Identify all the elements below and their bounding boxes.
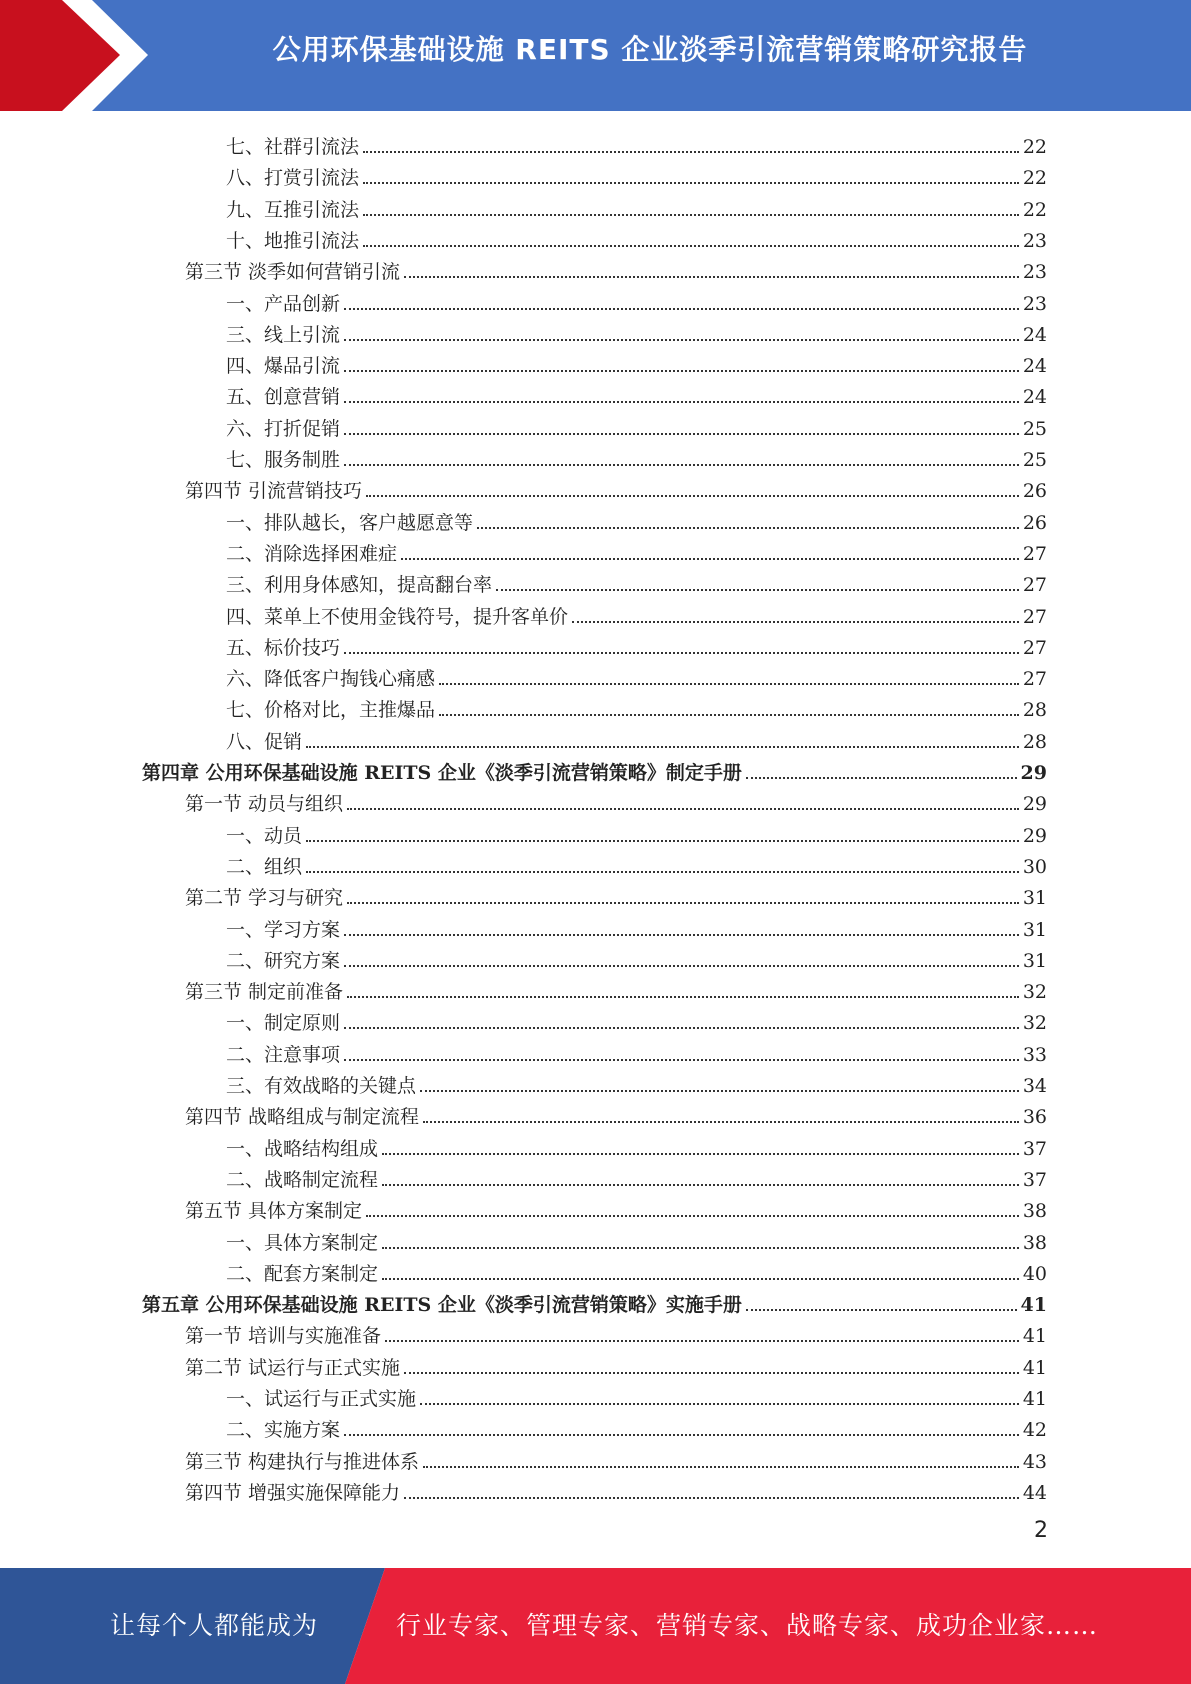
toc-entry-label: 三、利用身体感知，提高翻台率 xyxy=(226,574,493,597)
toc-dot-leader xyxy=(344,369,1019,372)
toc-entry-label: 第一节 动员与组织 xyxy=(185,793,344,816)
toc-entry-page: 41 xyxy=(1020,1294,1047,1317)
toc-dot-leader xyxy=(404,275,1019,278)
toc-entry-label: 第四章 公用环保基础设施 REITS 企业《淡季引流营销策略》制定手册 xyxy=(142,762,742,784)
toc-entry[interactable] xyxy=(226,410,1047,441)
toc-entry-page: 27 xyxy=(1022,574,1047,597)
toc-entry-page: 31 xyxy=(1022,887,1047,910)
toc-dot-leader xyxy=(306,870,1019,873)
toc-entry[interactable] xyxy=(185,1317,1047,1348)
toc-entry-label: 十、地推引流法 xyxy=(226,229,360,252)
toc-entry[interactable] xyxy=(226,504,1047,535)
toc-entry-label: 第三节 构建执行与推进体系 xyxy=(185,1450,420,1473)
toc-entry[interactable] xyxy=(226,566,1047,597)
toc-entry[interactable] xyxy=(226,691,1047,722)
toc-entry-label: 三、有效战略的关键点 xyxy=(226,1075,417,1097)
toc-entry[interactable] xyxy=(226,942,1047,973)
toc-entry-label: 一、排队越长，客户越愿意等 xyxy=(226,511,474,534)
toc-entry-label: 八、促销 xyxy=(226,730,303,753)
toc-dot-leader xyxy=(344,1026,1019,1029)
toc-entry-label: 六、打折促销 xyxy=(226,417,341,440)
toc-entry-page: 24 xyxy=(1022,323,1047,346)
header-arrow-decoration xyxy=(0,0,170,111)
toc-entry[interactable] xyxy=(226,848,1047,879)
toc-dot-leader xyxy=(401,557,1019,560)
toc-entry-page: 26 xyxy=(1022,480,1047,503)
toc-entry[interactable] xyxy=(226,723,1047,754)
toc-entry-page: 23 xyxy=(1022,261,1047,284)
toc-dot-leader xyxy=(344,1433,1019,1436)
toc-entry-label: 八、打赏引流法 xyxy=(226,167,360,190)
toc-entry[interactable] xyxy=(226,1067,1047,1098)
toc-entry-page: 41 xyxy=(1022,1388,1047,1410)
toc-entry[interactable] xyxy=(226,347,1047,378)
toc-entry-page: 34 xyxy=(1022,1075,1047,1097)
toc-entry[interactable] xyxy=(226,535,1047,566)
toc-dot-leader xyxy=(382,1246,1019,1249)
toc-entry-label: 七、社群引流法 xyxy=(226,136,360,158)
toc-dot-leader xyxy=(344,307,1019,310)
toc-entry-label: 一、战略结构组成 xyxy=(226,1137,379,1160)
toc-entry[interactable] xyxy=(185,879,1047,910)
toc-dot-leader xyxy=(344,400,1019,403)
toc-dot-leader xyxy=(347,807,1019,810)
toc-entry-label: 九、互推引流法 xyxy=(226,198,360,221)
toc-dot-leader xyxy=(477,526,1019,529)
toc-entry-page: 33 xyxy=(1022,1043,1047,1066)
toc-entry[interactable] xyxy=(185,472,1047,503)
toc-entry-page: 23 xyxy=(1022,229,1047,252)
toc-dot-leader xyxy=(344,338,1019,341)
toc-dot-leader xyxy=(746,776,1017,779)
toc-entry[interactable] xyxy=(185,1192,1047,1223)
toc-entry-page: 23 xyxy=(1022,292,1047,315)
toc-entry-page: 22 xyxy=(1022,198,1047,221)
toc-entry-page: 28 xyxy=(1022,699,1047,722)
toc-entry[interactable] xyxy=(226,1036,1047,1067)
toc-entry[interactable] xyxy=(226,1161,1047,1192)
toc-entry[interactable] xyxy=(226,441,1047,472)
toc-entry-page: 27 xyxy=(1022,668,1047,691)
toc-entry-page: 27 xyxy=(1022,636,1047,659)
toc-entry[interactable] xyxy=(185,785,1047,816)
toc-entry[interactable] xyxy=(226,629,1047,660)
toc-entry[interactable] xyxy=(142,754,1047,785)
toc-dot-leader xyxy=(344,463,1019,466)
toc-dot-leader xyxy=(746,1308,1017,1311)
toc-dot-leader xyxy=(423,1465,1019,1468)
toc-entry-page: 41 xyxy=(1022,1325,1047,1348)
toc-entry-label: 六、降低客户掏钱心痛感 xyxy=(226,668,436,691)
toc-dot-leader xyxy=(366,494,1019,497)
toc-entry-label: 二、消除选择困难症 xyxy=(226,542,398,565)
toc-entry-page: 37 xyxy=(1022,1137,1047,1160)
toc-entry[interactable] xyxy=(226,316,1047,347)
toc-entry[interactable] xyxy=(226,378,1047,409)
toc-entry[interactable] xyxy=(226,817,1047,848)
header-banner xyxy=(0,0,1191,111)
toc-entry[interactable] xyxy=(185,1098,1047,1129)
toc-entry-label: 二、研究方案 xyxy=(226,949,341,972)
toc-entry-label: 二、注意事项 xyxy=(226,1043,341,1066)
toc-dot-leader xyxy=(423,1120,1019,1123)
toc-entry-label: 第四节 增强实施保障能力 xyxy=(185,1481,401,1504)
toc-entry[interactable] xyxy=(226,911,1047,942)
toc-dot-leader xyxy=(496,588,1019,591)
toc-dot-leader xyxy=(382,1183,1019,1186)
toc-dot-leader xyxy=(306,839,1019,842)
toc-dot-leader xyxy=(420,1402,1019,1405)
toc-dot-leader xyxy=(347,901,1019,904)
toc-entry-label: 一、动员 xyxy=(226,824,303,847)
toc-dot-leader xyxy=(385,1339,1019,1342)
toc-entry-page: 30 xyxy=(1022,855,1047,878)
toc-entry-page: 27 xyxy=(1022,542,1047,565)
toc-dot-leader xyxy=(363,181,1019,184)
toc-dot-leader xyxy=(306,745,1019,748)
toc-entry[interactable] xyxy=(226,191,1047,222)
toc-entry[interactable] xyxy=(185,1443,1047,1474)
toc-entry-label: 第四节 引流营销技巧 xyxy=(185,480,363,503)
toc-entry-page: 27 xyxy=(1022,605,1047,628)
toc-entry-page: 24 xyxy=(1022,355,1047,378)
toc-entry-label: 一、产品创新 xyxy=(226,292,341,315)
toc-entry-page: 42 xyxy=(1022,1419,1047,1442)
report-title: 公用环保基础设施 REITS 企业淡季引流营销策略研究报告 xyxy=(272,33,1028,66)
toc-entry-label: 一、试运行与正式实施 xyxy=(226,1388,417,1410)
toc-entry-label: 五、标价技巧 xyxy=(226,636,341,659)
toc-entry[interactable] xyxy=(226,222,1047,253)
toc-entry-page: 22 xyxy=(1022,136,1047,158)
toc-entry-page: 40 xyxy=(1022,1262,1047,1285)
toc-entry-page: 44 xyxy=(1022,1481,1047,1504)
toc-dot-leader xyxy=(404,1496,1019,1499)
toc-entry-label: 一、制定原则 xyxy=(226,1012,341,1035)
toc-dot-leader xyxy=(420,1089,1019,1092)
toc-entry-label: 一、学习方案 xyxy=(226,918,341,941)
toc-entry[interactable] xyxy=(226,1130,1047,1161)
toc-entry[interactable] xyxy=(226,1380,1047,1411)
toc-dot-leader xyxy=(439,713,1019,716)
toc-entry-page: 41 xyxy=(1022,1356,1047,1379)
toc-entry[interactable] xyxy=(185,253,1047,284)
toc-dot-leader xyxy=(439,682,1019,685)
toc-entry-page: 26 xyxy=(1022,511,1047,534)
toc-entry[interactable] xyxy=(226,660,1047,691)
toc-entry[interactable] xyxy=(226,128,1047,159)
toc-entry-label: 第二节 试运行与正式实施 xyxy=(185,1356,401,1379)
toc-entry-label: 四、菜单上不使用金钱符号，提升客单价 xyxy=(226,605,569,628)
toc-entry-label: 五、创意营销 xyxy=(226,386,341,409)
toc-entry[interactable] xyxy=(226,1004,1047,1035)
toc-entry[interactable] xyxy=(226,598,1047,629)
page-number: 2 xyxy=(1034,1518,1048,1543)
toc-entry-label: 第三节 制定前准备 xyxy=(185,981,344,1004)
toc-entry-label: 二、战略制定流程 xyxy=(226,1168,379,1191)
toc-entry[interactable] xyxy=(185,1349,1047,1380)
toc-entry-label: 二、组织 xyxy=(226,855,303,878)
toc-entry-page: 37 xyxy=(1022,1168,1047,1191)
toc-entry-page: 38 xyxy=(1022,1200,1047,1223)
toc-entry-page: 25 xyxy=(1022,449,1047,471)
toc-dot-leader xyxy=(344,964,1019,967)
toc-entry-label: 第四节 战略组成与制定流程 xyxy=(185,1106,420,1129)
toc-entry-label: 第一节 培训与实施准备 xyxy=(185,1325,382,1348)
toc-entry-page: 29 xyxy=(1022,824,1047,847)
toc-entry-page: 31 xyxy=(1022,918,1047,941)
toc-entry-page: 43 xyxy=(1022,1450,1047,1473)
toc-entry-page: 29 xyxy=(1022,793,1047,816)
toc-dot-leader xyxy=(344,1058,1019,1061)
toc-entry-label: 三、线上引流 xyxy=(226,323,341,346)
toc-entry[interactable] xyxy=(185,973,1047,1004)
footer-slogan-right: 行业专家、管理专家、营销专家、战略专家、成功企业家…… xyxy=(396,1611,1099,1640)
toc-entry-label: 二、配套方案制定 xyxy=(226,1262,379,1285)
toc-entry-page: 36 xyxy=(1022,1106,1047,1129)
footer-slogan-left: 让每个人都能成为 xyxy=(110,1611,319,1640)
toc-entry-page: 25 xyxy=(1022,417,1047,440)
toc-dot-leader xyxy=(382,1277,1019,1280)
toc-dot-leader xyxy=(572,620,1019,623)
toc-entry-label: 一、具体方案制定 xyxy=(226,1231,379,1254)
toc-entry[interactable] xyxy=(226,1411,1047,1442)
toc-entry-label: 七、服务制胜 xyxy=(226,449,341,471)
toc-entry[interactable] xyxy=(226,1255,1047,1286)
toc-entry[interactable] xyxy=(226,285,1047,316)
toc-entry-page: 32 xyxy=(1022,1012,1047,1035)
toc-entry-label: 第二节 学习与研究 xyxy=(185,887,344,910)
toc-entry-page: 31 xyxy=(1022,949,1047,972)
toc-entry-page: 22 xyxy=(1022,167,1047,190)
toc-entry[interactable] xyxy=(226,159,1047,190)
toc-entry-label: 第五节 具体方案制定 xyxy=(185,1200,363,1223)
toc-entry-page: 38 xyxy=(1022,1231,1047,1254)
toc-dot-leader xyxy=(344,933,1019,936)
toc-dot-leader xyxy=(347,995,1019,998)
toc-entry-label: 二、实施方案 xyxy=(226,1419,341,1442)
toc-dot-leader xyxy=(363,150,1019,153)
toc-dot-leader xyxy=(363,213,1019,216)
toc-entry-page: 32 xyxy=(1022,981,1047,1004)
toc-dot-leader xyxy=(366,1214,1019,1217)
toc-entry-page: 29 xyxy=(1020,762,1047,784)
toc-dot-leader xyxy=(404,1371,1019,1374)
toc-entry[interactable] xyxy=(142,1286,1047,1317)
toc-entry-page: 28 xyxy=(1022,730,1047,753)
toc-entry-label: 四、爆品引流 xyxy=(226,355,341,378)
toc-dot-leader xyxy=(344,651,1019,654)
toc-dot-leader xyxy=(363,244,1019,247)
toc-dot-leader xyxy=(344,432,1019,435)
toc-dot-leader xyxy=(382,1152,1019,1155)
toc-entry[interactable] xyxy=(226,1224,1047,1255)
toc-entry-label: 七、价格对比，主推爆品 xyxy=(226,699,436,722)
toc-entry[interactable] xyxy=(185,1474,1047,1505)
toc-entry-label: 第五章 公用环保基础设施 REITS 企业《淡季引流营销策略》实施手册 xyxy=(142,1294,742,1317)
toc-entry-page: 24 xyxy=(1022,386,1047,409)
footer-banner xyxy=(0,1568,1191,1684)
toc-entry-label: 第三节 淡季如何营销引流 xyxy=(185,261,401,284)
